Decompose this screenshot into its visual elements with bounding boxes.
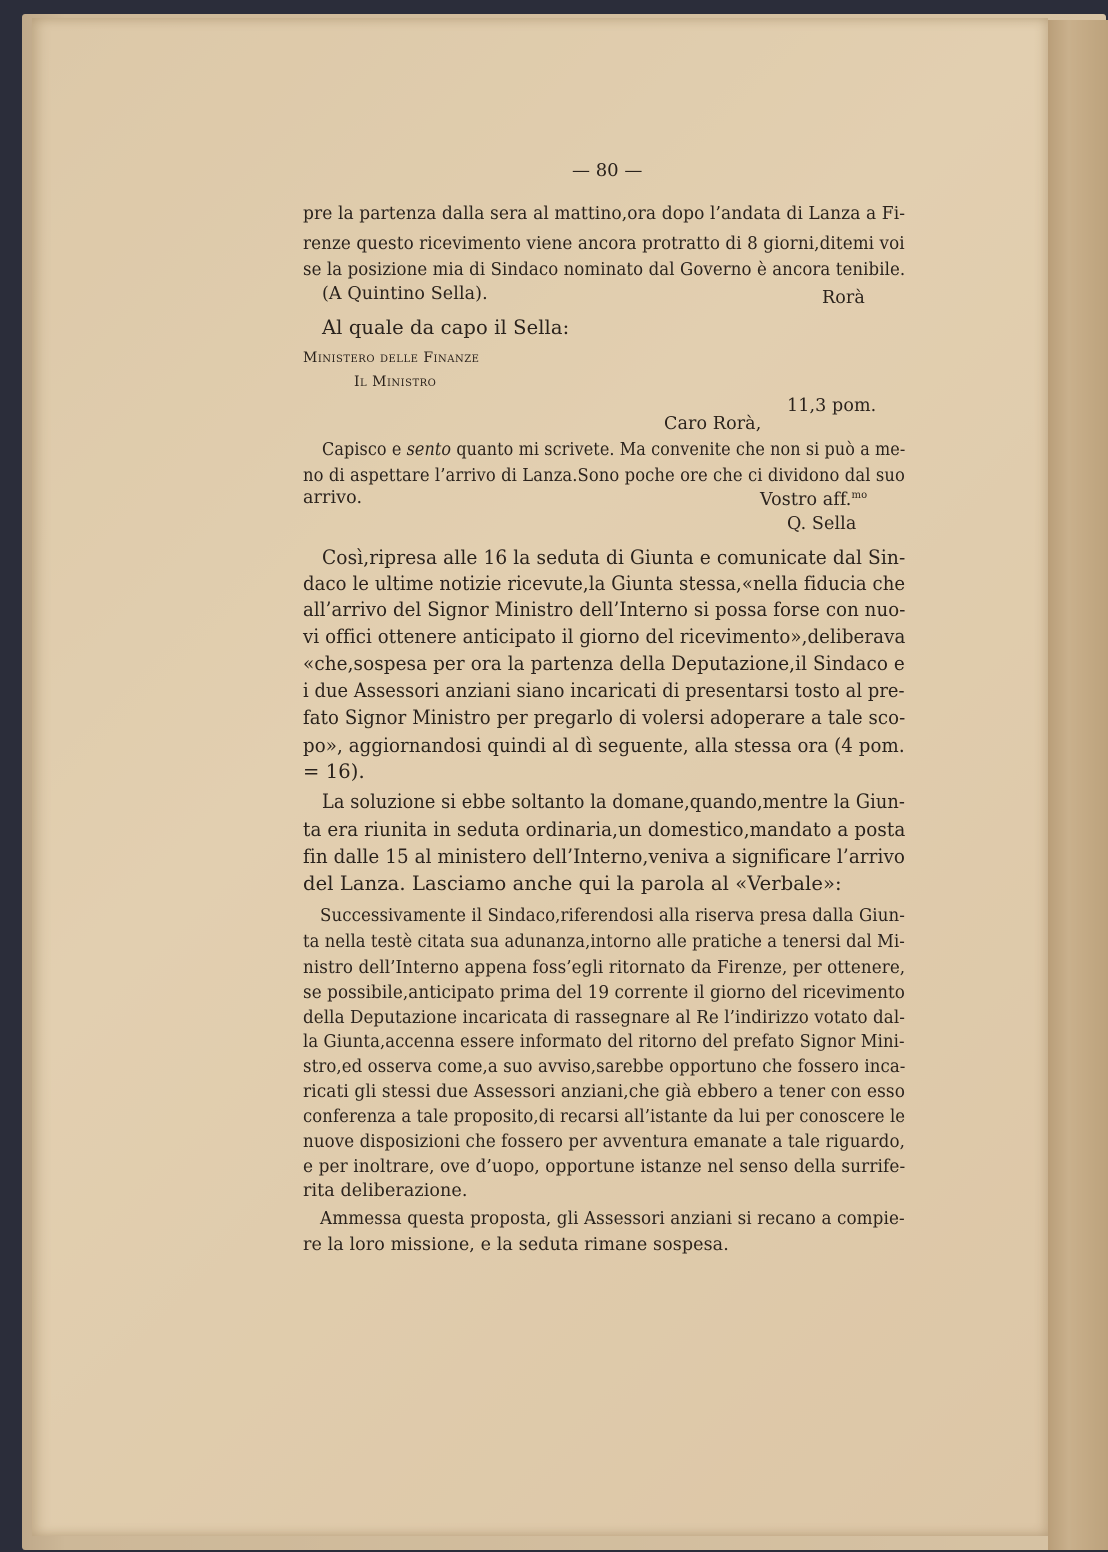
verbale-line-9: conferenza a tale proposito,di recarsi all’istante da lui per conoscere le xyxy=(303,1107,906,1127)
opening-signature: Rorà xyxy=(822,288,865,308)
para2-line-3: fin dalle 15 al ministero dell’Interno,veniva a significare l’arrivo xyxy=(303,845,906,868)
verbale-line-3: nistro dell’Interno appena foss’egli ritornato da Firenze, per ottenere, xyxy=(303,958,906,978)
closing-line-2: re la loro missione, e la seduta rimane sospesa. xyxy=(303,1235,729,1255)
letter-line-1: Capisco e sento quanto mi scrivete. Ma convenite che non si può a me- xyxy=(322,440,906,460)
opening-line-1: pre la partenza dalla sera al mattino,ora dopo l’andata di Lanza a Fi- xyxy=(303,204,906,224)
para1-line-6: i due Assessori anziani siano incaricati di presentarsi tosto al pre- xyxy=(303,679,905,702)
para1-line-1: Così,ripresa alle 16 la seduta di Giunta e comunicate dal Sin- xyxy=(322,546,906,569)
verbale-line-5: della Deputazione incaricata di rassegnare al Re l’indirizzo votato dal- xyxy=(303,1008,905,1028)
para1-line-5: «che,sospesa per ora la partenza della Deputazione,il Sindaco e xyxy=(303,652,905,675)
letter-line-3: arrivo. xyxy=(303,488,363,508)
letter-emphasis: sento xyxy=(406,440,452,460)
verbale-line-4: se possibile,anticipato prima del 19 corrente il giorno del ricevimento xyxy=(303,983,906,1003)
para1-line-3: all’arrivo del Signor Ministro dell’Interno si possa forse con nuo- xyxy=(303,598,906,621)
para2-line-4: del Lanza. Lasciamo anche qui la parola al «Verbale»: xyxy=(303,872,842,895)
para2-line-2: ta era riunita in seduta ordinaria,un domestico,mandato a posta xyxy=(303,818,906,841)
page-number: — 80 — xyxy=(572,160,643,181)
verbale-line-7: stro,ed osserva come,a suo avviso,sarebbe opportuno che fossero inca- xyxy=(303,1057,906,1077)
verbale-line-11: e per inoltrare, ove d’uopo, opportune istanze nel senso della surrife- xyxy=(303,1157,906,1177)
letter-line-2: no di aspettare l’arrivo di Lanza.Sono poche ore che ci dividono dal suo xyxy=(303,466,905,486)
opening-addressee: (A Quintino Sella). xyxy=(322,284,488,304)
verbale-line-12: rita deliberazione. xyxy=(303,1181,468,1201)
letter-time: 11,3 pom. xyxy=(787,396,877,416)
verbale-line-1: Successivamente il Sindaco,riferendosi alla riserva presa dalla Giun- xyxy=(320,906,905,926)
verbale-line-6: la Giunta,accenna essere informato del ritorno del prefato Signor Mini- xyxy=(303,1032,905,1052)
para1-line-7: fato Signor Ministro per pregarlo di volersi adoperare a tale sco- xyxy=(303,706,906,729)
para1-line-8: po», aggiornandosi quindi al dì seguente, alla stessa ora (4 pom. xyxy=(303,734,905,757)
para1-line-2: daco le ultime notizie ricevute,la Giunta stessa,«nella fiducia che xyxy=(303,572,906,595)
verbale-line-8: ricati gli stessi due Assessori anziani,che già ebbero a tener con esso xyxy=(303,1082,906,1102)
closing-line-1: Ammessa questa proposta, gli Assessori anziani si recano a compie- xyxy=(320,1209,905,1229)
letterhead-minister: Il Ministro xyxy=(354,374,437,390)
opening-line-2: renze questo ricevimento viene ancora protratto di 8 giorni,ditemi voi xyxy=(303,234,905,254)
letter-closing: Vostro aff.$^{mo}$ xyxy=(760,490,868,510)
letterhead-ministry: Ministero delle Finanze xyxy=(303,350,480,366)
letter-salutation: Caro Rorà, xyxy=(664,414,762,434)
para2-line-1: La soluzione si ebbe soltanto la domane,quando,mentre la Giun- xyxy=(322,790,905,813)
para1-line-9: = 16). xyxy=(303,760,365,783)
letter-signer: Q. Sella xyxy=(787,514,857,534)
intro-line: Al quale da capo il Sella: xyxy=(322,316,570,339)
para1-line-4: vi offici ottenere anticipato il giorno del ricevimento»,deliberava xyxy=(303,625,906,648)
verbale-line-2: ta nella testè citata sua adunanza,intorno alle pratiche a tenersi dal Mi- xyxy=(303,932,905,952)
verbale-line-10: nuove disposizioni che fossero per avventura emanate a tale riguardo, xyxy=(303,1132,905,1152)
opening-line-3: se la posizione mia di Sindaco nominato dal Governo è ancora tenibile. xyxy=(303,260,906,280)
